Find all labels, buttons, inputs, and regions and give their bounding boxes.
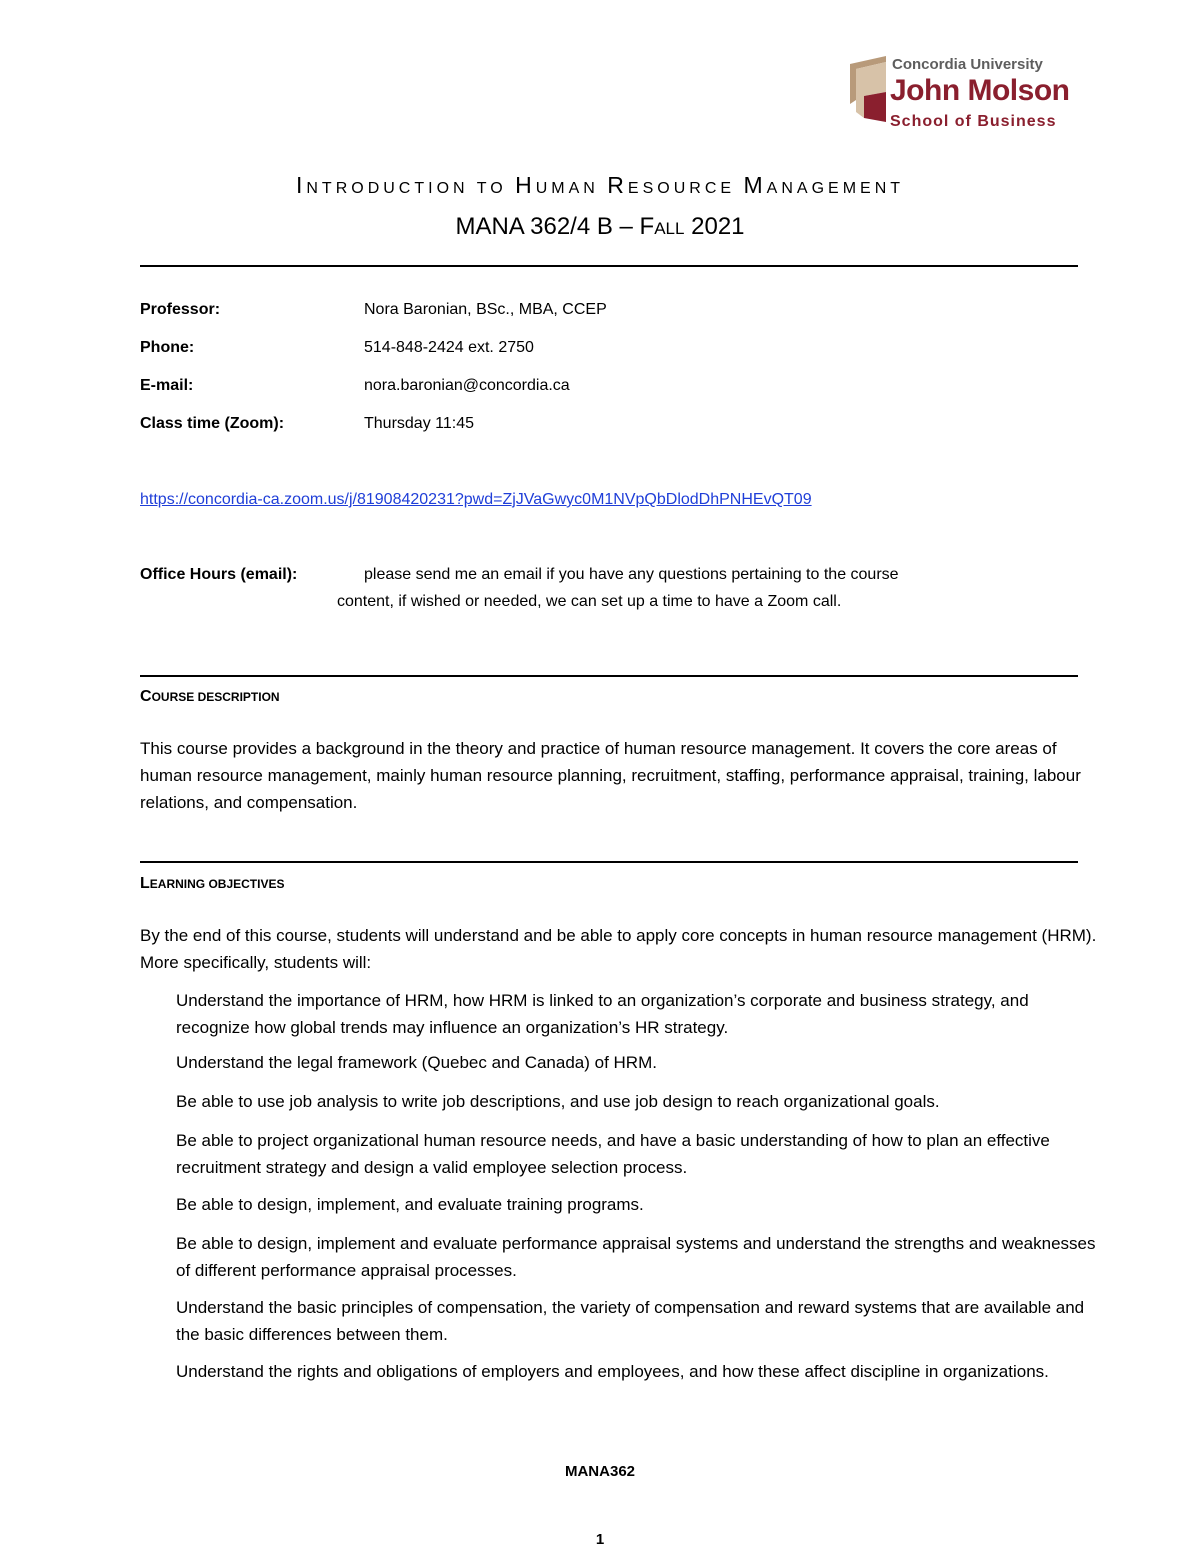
professor-value: Nora Baronian, BSc., MBA, CCEP	[364, 301, 607, 318]
objective-item: Be able to design, implement and evaluate performance appraisal systems and understand the strengths and weaknesses of different performance appraisal processes.	[176, 1234, 1096, 1280]
professor-label: Professor:	[140, 301, 221, 318]
office-hours-text-line1: please send me an email if you have any questions pertaining to the course	[364, 566, 899, 583]
objective-item: Be able to project organizational human resource needs, and have a basic understanding of how to plan an effective recruitment strategy and design a valid employee selection process.	[176, 1131, 1050, 1177]
objective-item: Understand the legal framework (Quebec and Canada) of HRM.	[176, 1053, 657, 1072]
class-time-label: Class time (Zoom):	[140, 415, 285, 432]
phone-value: 514-848-2424 ext. 2750	[364, 339, 534, 356]
divider	[140, 265, 1078, 267]
objective-item: Understand the basic principles of compensation, the variety of compensation and reward systems that are available and the basic differences between them.	[176, 1298, 1085, 1344]
office-hours-text-line2: content, if wished or needed, we can set up a time to have a Zoom call.	[337, 593, 842, 610]
page-number: 1	[595, 1531, 605, 1548]
learning-objectives-heading: LEARNING OBJECTIVES	[140, 875, 285, 892]
logo-name: John Molson	[890, 74, 1070, 107]
objective-item: Understand the importance of HRM, how HRM is linked to an organization’s corporate and business strategy, and recognize how global trends may influence an organization’s HR strategy.	[176, 991, 1029, 1037]
objective-item: Be able to use job analysis to write job descriptions, and use job design to reach organizational goals.	[176, 1092, 940, 1111]
office-hours-label: Office Hours (email):	[140, 566, 298, 583]
course-code-title: MANA 362/4 B – FALL 2021	[455, 213, 745, 240]
logo-school: School of Business	[890, 113, 1057, 130]
objective-item: Understand the rights and obligations of employers and employees, and how these affect discipline in organizations.	[176, 1362, 1049, 1381]
school-logo	[850, 54, 1086, 134]
divider	[140, 861, 1078, 863]
logo-university: Concordia University	[892, 56, 1043, 73]
book-icon	[850, 56, 890, 122]
course-description-text: This course provides a background in the theory and practice of human resource management. It covers the core areas of human resource management, mainly human resource planning, recruitment, staffing, performance appraisal, training, labour relations, and compensation.	[140, 739, 1081, 812]
document-title: INTRODUCTION TO HUMAN RESOURCE MANAGEMENT	[295, 172, 905, 198]
email-label: E-mail:	[140, 377, 194, 394]
learning-objectives-intro: By the end of this course, students will understand and be able to apply core concepts in human resource management (HRM). More specifically, students will:	[140, 926, 1097, 972]
phone-label: Phone:	[140, 339, 195, 356]
divider	[140, 675, 1078, 677]
class-time-value: Thursday 11:45	[364, 415, 474, 432]
email-value: nora.baronian@concordia.ca	[364, 377, 570, 394]
course-description-heading: COURSE DESCRIPTION	[140, 688, 280, 705]
objective-item: Be able to design, implement, and evaluate training programs.	[176, 1195, 644, 1214]
zoom-link[interactable]: https://concordia-ca.zoom.us/j/81908420231?pwd=ZjJVaGwyc0M1NVpQbDlodDhPNHEvQT09	[140, 491, 812, 508]
footer-course-code: MANA362	[564, 1463, 636, 1480]
